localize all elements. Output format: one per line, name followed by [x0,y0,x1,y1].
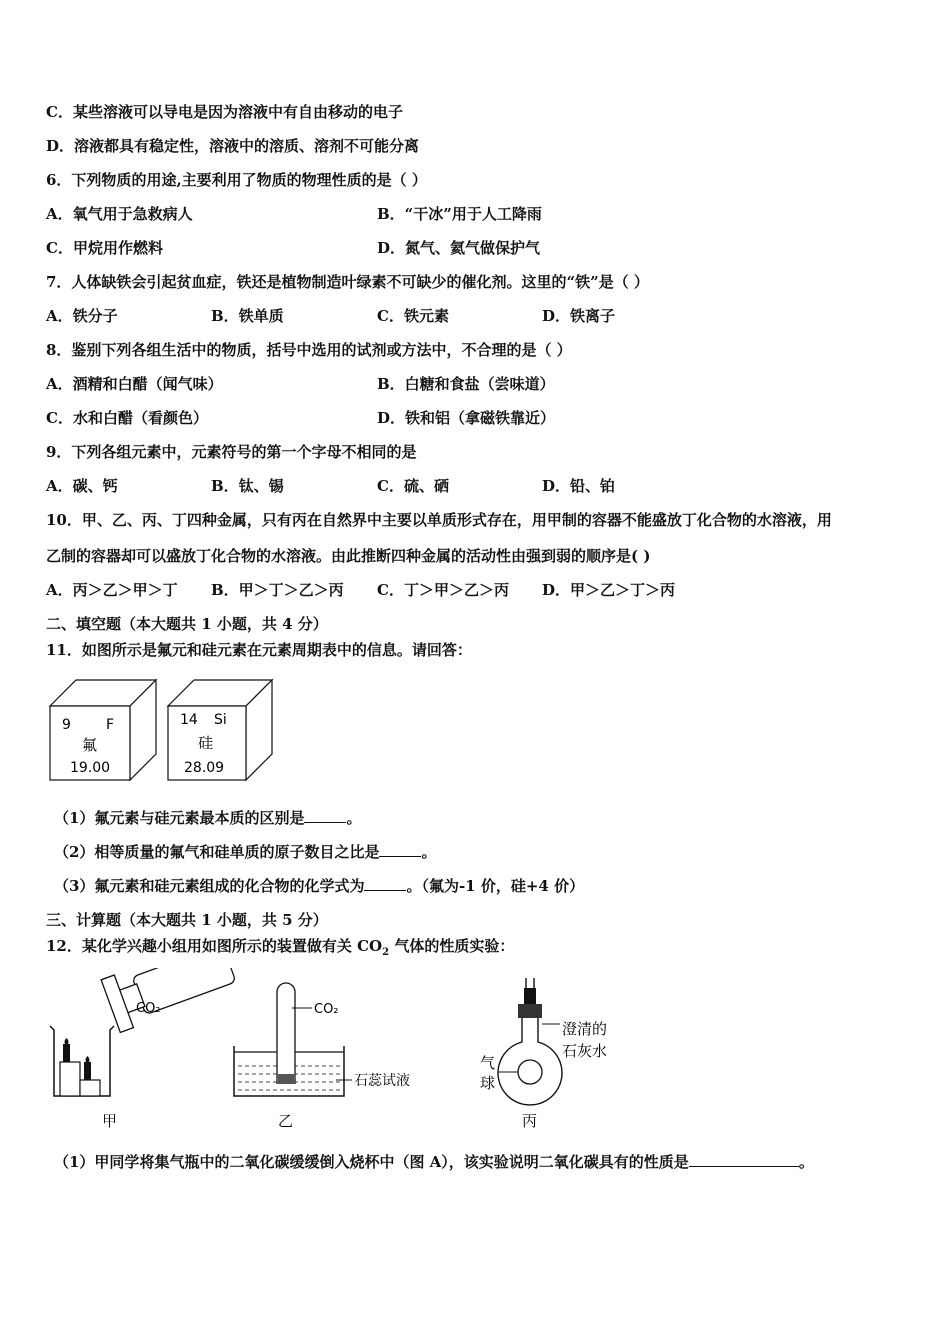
q11-part-1: （1）氟元素与硅元素最本质的区别是 。 [54,809,362,827]
q9-option-b: B．钛、锡 [211,477,284,495]
q9-option-d: D．铅、铂 [542,477,616,495]
element-cells-figure [46,676,286,786]
q8-stem: 8．鉴别下列各组生活中的物质，括号中选用的试剂或方法中，不合理的是（ ） [46,341,572,359]
q6-option-d: D．氮气、氦气做保护气 [377,239,541,257]
apparatus-figure [40,968,640,1138]
apparatus-jia [50,968,239,1130]
f-name: 氟 [82,736,98,754]
section-3-heading: 三、计算题（本大题共 1 小题，共 5 分） [46,911,328,929]
f-symbol: F [106,717,115,733]
q6-stem: 6．下列物质的用途,主要利用了物质的物理性质的是（ ） [46,171,427,189]
label-yi: 乙 [278,1112,294,1130]
q12-part-1-text: （1）甲同学将集气瓶中的二氧化碳缓缓倒入烧杯中（图 A），该实验说明二氧化碳具有的性质是 [54,1153,689,1171]
q11-part-1-blank[interactable] [304,808,346,823]
section-2-heading: 二、填空题（本大题共 1 小题，共 4 分） [46,615,328,633]
q10-option-b: B．甲＞丁＞乙＞丙 [211,581,344,599]
q9-stem: 9．下列各组元素中，元素符号的第一个字母不相同的是 [46,443,417,461]
apparatus-yi [234,983,410,1130]
q5-option-d: D．溶液都具有稳定性，溶液中的溶质、溶剂不可能分离 [46,137,420,155]
q11-part-3-blank[interactable] [364,876,406,891]
q9-option-a: A．碳、钙 [46,477,118,495]
q10-stem-line1: 10．甲、乙、丙、丁四种金属，只有丙在自然界中主要以单质形式存在，用甲制的容器不能盛放丁化合物的水溶液，用 [46,511,832,529]
q10-option-c: C．丁＞甲＞乙＞丙 [377,581,509,599]
limewater-label-line1: 澄清的 [562,1020,608,1038]
si-symbol: Si [214,712,227,728]
q7-option-d: D．铁离子 [542,307,616,325]
q11-part-3-text: （3）氟元素和硅元素组成的化合物的化学式为 [54,877,365,895]
co2-label-jia: CO₂ [136,1001,161,1016]
si-atomic-number: 14 [180,712,198,728]
litmus-label: 石蕊试液 [354,1073,410,1089]
label-jia: 甲 [102,1112,118,1130]
q11-part-2-blank[interactable] [379,842,421,857]
q7-option-a: A．铁分子 [46,307,118,325]
q10-stem-line2: 乙制的容器却可以盛放丁化合物的水溶液。由此推断四种金属的活动性由强到弱的顺序是( ) [46,547,651,565]
q8-option-d: D．铁和铝（拿磁铁靠近） [377,409,556,427]
silicon-cell [168,680,272,780]
q12-part-1-blank[interactable] [689,1152,799,1167]
fluorine-cell [50,680,156,780]
q12-part-1: （1）甲同学将集气瓶中的二氧化碳缓缓倒入烧杯中（图 A），该实验说明二氧化碳具有的性质是 。 [54,1153,814,1171]
q9-option-c: C．硫、硒 [377,477,449,495]
q5-option-c: C．某些溶液可以导电是因为溶液中有自由移动的电子 [46,103,403,121]
q11-part-3: （3）氟元素和硅元素组成的化合物的化学式为 。（氟为-1 价，硅+4 价） [54,877,585,895]
q8-option-a: A．酒精和白醋（闻气味） [46,375,223,393]
q10-option-d: D．甲＞乙＞丁＞丙 [542,581,676,599]
q11-stem: 11．如图所示是氟元和硅元素在元素周期表中的信息。请回答： [46,641,472,659]
q7-option-b: B．铁单质 [211,307,284,325]
q11-part-2-text: （2）相等质量的氟气和硅单质的原子数目之比是 [54,843,380,861]
co2-label-yi: CO₂ [314,1002,339,1017]
q12-stem: 12．某化学兴趣小组用如图所示的装置做有关 $CO_2$ 气体的性质实验： [46,937,515,958]
q11-part-2: （2）相等质量的氟气和硅单质的原子数目之比是 。 [54,843,437,861]
limewater-label-line2: 石灰水 [562,1042,608,1060]
apparatus-bing [480,978,607,1130]
q7-stem: 7．人体缺铁会引起贫血症，铁还是植物制造叶绿素不可缺少的催化剂。这里的“铁”是（ ） [46,273,649,291]
f-atomic-number: 9 [62,717,71,733]
q6-option-b: B．“干冰”用于人工降雨 [377,205,542,223]
q8-option-b: B．白糖和食盐（尝味道） [377,375,555,393]
q6-option-c: C．甲烷用作燃料 [46,239,163,257]
q10-option-a: A．丙＞乙＞甲＞丁 [46,581,178,599]
si-name: 硅 [198,734,214,752]
q11-part-1-text: （1）氟元素与硅元素最本质的区别是 [54,809,305,827]
balloon-label-line1: 气 [480,1054,496,1072]
si-mass: 28.09 [184,760,225,776]
f-mass: 19.00 [70,760,111,776]
balloon-label-line2: 球 [480,1074,496,1092]
q7-option-c: C．铁元素 [377,307,449,325]
q8-option-c: C．水和白醋（看颜色） [46,409,208,427]
label-bing: 丙 [522,1112,538,1130]
q6-option-a: A．氧气用于急救病人 [46,205,193,223]
